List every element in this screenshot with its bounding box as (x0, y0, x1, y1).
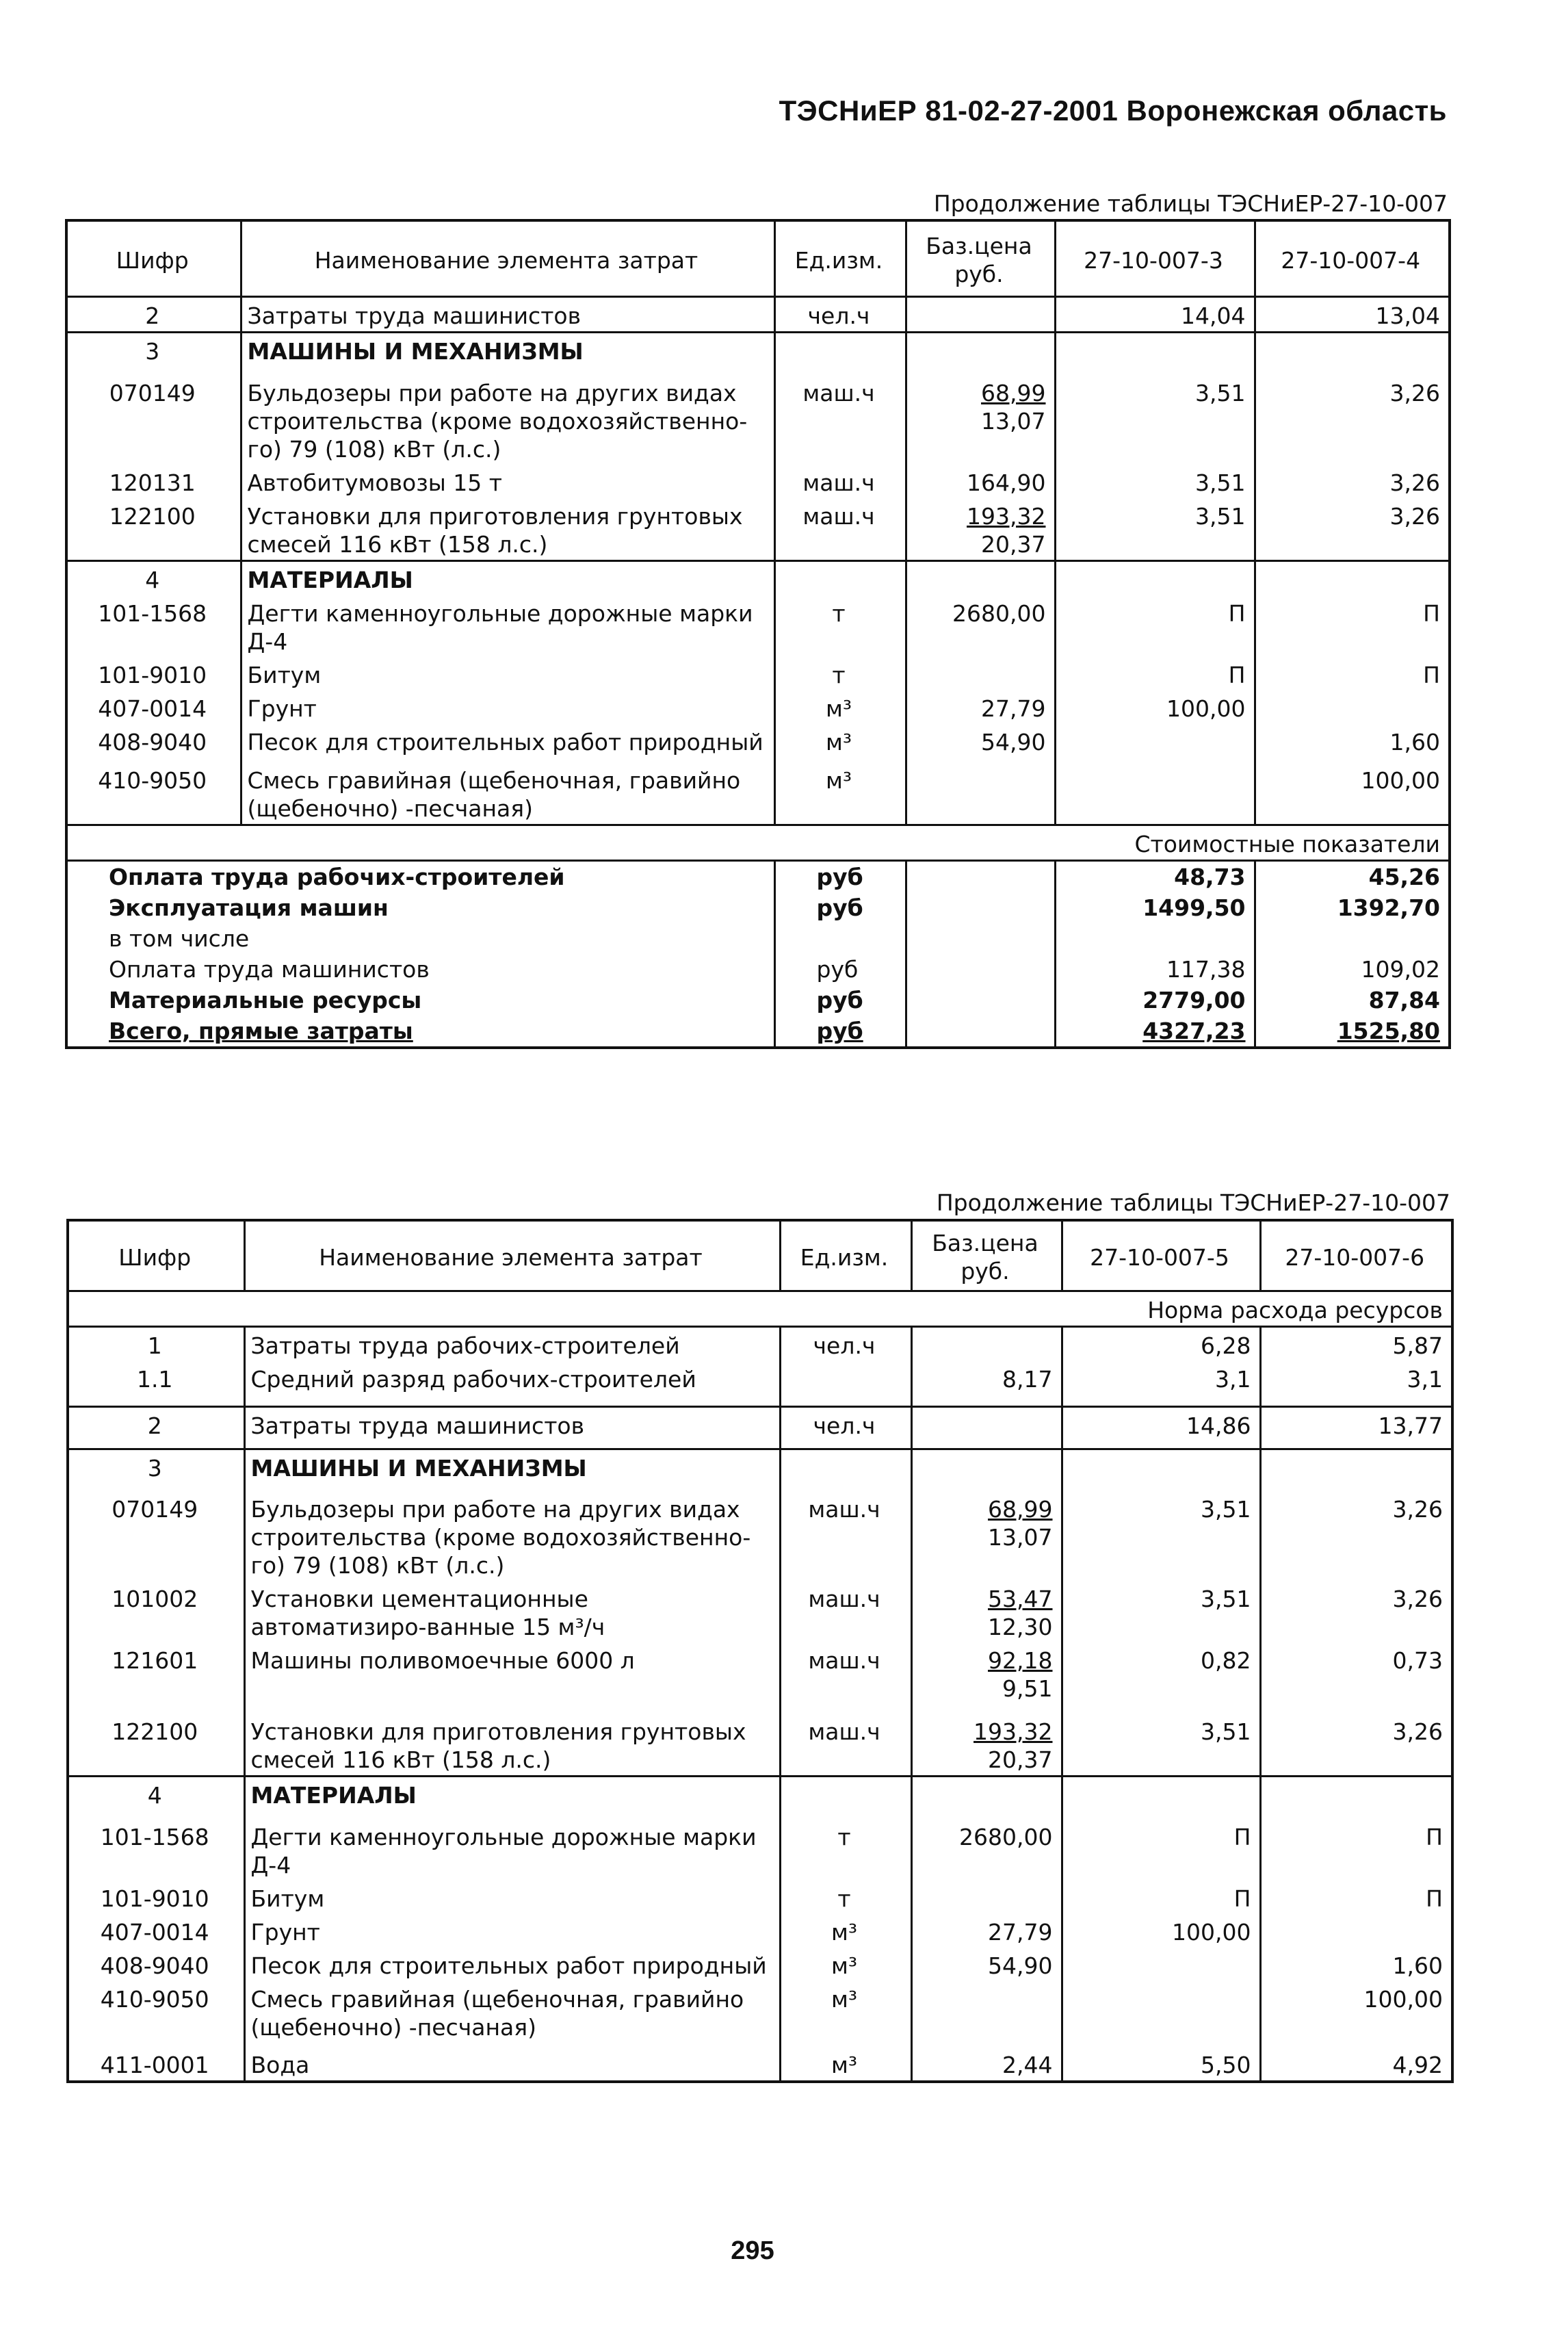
table2 (66, 1219, 1454, 2083)
row-unit: маш.ч (774, 465, 906, 498)
row-code: 2 (68, 1406, 244, 1449)
row-code: 3 (66, 333, 241, 375)
summary-price-empty (906, 985, 1055, 1016)
row-value-1 (1055, 560, 1255, 595)
table1-band-row (66, 825, 1450, 860)
price-value: 68,99 (981, 379, 1046, 406)
column-header-code: Шифр (68, 1220, 244, 1291)
row-price (906, 724, 1055, 762)
row-name: Вода (244, 2047, 780, 2082)
row-value-1: 5,50 (1062, 2047, 1260, 2082)
row-unit: м³ (780, 1981, 911, 2047)
row-value-2: 0,73 (1260, 1642, 1452, 1714)
row-price (911, 1819, 1062, 1881)
summary-price-empty (906, 923, 1055, 954)
summary-value-1: 117,38 (1055, 954, 1255, 985)
column-header-norm-4: 27-10-007-4 (1255, 220, 1450, 297)
summary-row (66, 923, 1450, 954)
price-machinist-wage: 9,51 (1002, 1675, 1053, 1702)
row-value-1 (1055, 333, 1255, 375)
row-code: 101-1568 (68, 1819, 244, 1881)
table1-header-row (66, 220, 1450, 297)
row-name: Средний разряд рабочих-строителей (244, 1361, 780, 1406)
row-value-1 (1062, 1449, 1260, 1491)
row-unit: маш.ч (780, 1714, 911, 1777)
row-value-2: 13,04 (1255, 297, 1450, 333)
row-value-1: П (1055, 657, 1255, 690)
row-code: 101-1568 (66, 595, 241, 657)
table-row (66, 560, 1450, 595)
row-code: 101002 (68, 1581, 244, 1642)
row-unit: маш.ч (780, 1581, 911, 1642)
row-name: Грунт (241, 690, 774, 724)
price-value: 54,90 (988, 1952, 1053, 1979)
summary-unit: руб (774, 954, 906, 985)
row-name: Бульдозеры при работе на других видах строительства (кроме водохозяйственно-го) 79 (108) кВт (л.с.) (241, 375, 774, 465)
row-price (906, 595, 1055, 657)
row-price (911, 1581, 1062, 1642)
row-code: 121601 (68, 1642, 244, 1714)
row-value-1: 100,00 (1055, 690, 1255, 724)
row-value-2 (1260, 1914, 1452, 1948)
table-row (68, 1981, 1452, 2047)
column-header-name: Наименование элемента затрат (241, 220, 774, 297)
row-value-1 (1055, 724, 1255, 762)
row-code: 1 (68, 1327, 244, 1362)
row-price (911, 1491, 1062, 1581)
summary-label: Всего, прямые затраты (66, 1016, 774, 1048)
row-name: Машины поливомоечные 6000 л (244, 1642, 780, 1714)
row-price (911, 1981, 1062, 2047)
row-value-1: 3,51 (1062, 1714, 1260, 1777)
row-unit: м³ (780, 1914, 911, 1948)
row-value-1 (1062, 1981, 1260, 2047)
row-code: 070149 (68, 1491, 244, 1581)
row-name: Установки цементационные автоматизиро-ванные 15 м³/ч (244, 1581, 780, 1642)
summary-value-2: 45,26 (1255, 860, 1450, 892)
row-value-1 (1062, 1777, 1260, 1819)
summary-unit: руб (774, 892, 906, 923)
row-unit: м³ (774, 690, 906, 724)
table1-continuation-caption: Продолжение таблицы ТЭСНиЕР-27-10-007 (933, 190, 1448, 217)
price-machinist-wage: 13,07 (981, 407, 1046, 435)
row-unit: т (774, 595, 906, 657)
row-code: 408-9040 (66, 724, 241, 762)
table-row (66, 762, 1450, 825)
price-value: 193,32 (974, 1718, 1053, 1745)
row-unit (780, 1449, 911, 1491)
price-value: 164,90 (967, 469, 1046, 496)
row-value-2: П (1260, 1819, 1452, 1881)
price-value: 54,90 (981, 728, 1046, 756)
summary-value-2: 1525,80 (1255, 1016, 1450, 1048)
summary-value-1: 48,73 (1055, 860, 1255, 892)
table-row (68, 1581, 1452, 1642)
column-header-unit: Ед.изм. (774, 220, 906, 297)
price-machinist-wage: 20,37 (981, 530, 1046, 558)
row-code: 411-0001 (68, 2047, 244, 2082)
row-unit (780, 1777, 911, 1819)
table2-header-row (68, 1220, 1452, 1291)
table-row (66, 657, 1450, 690)
row-unit: маш.ч (780, 1491, 911, 1581)
summary-row (66, 954, 1450, 985)
row-price (911, 1714, 1062, 1777)
row-unit: м³ (774, 724, 906, 762)
row-name: МАТЕРИАЛЫ (241, 560, 774, 595)
row-value-2: 3,1 (1260, 1361, 1452, 1406)
table-row (66, 297, 1450, 333)
row-unit: м³ (780, 2047, 911, 2082)
price-value: 193,32 (967, 502, 1046, 530)
row-price (906, 498, 1055, 561)
row-value-2 (1255, 560, 1450, 595)
summary-label: в том числе (66, 923, 774, 954)
row-price (911, 1948, 1062, 1981)
row-price (906, 762, 1055, 825)
row-unit: маш.ч (780, 1642, 911, 1714)
summary-label: Эксплуатация машин (66, 892, 774, 923)
row-price (906, 333, 1055, 375)
row-value-2: 3,26 (1255, 375, 1450, 465)
row-unit: т (780, 1819, 911, 1881)
row-code: 101-9010 (68, 1881, 244, 1914)
row-value-1: 14,04 (1055, 297, 1255, 333)
row-value-1: 6,28 (1062, 1327, 1260, 1362)
row-price (911, 2047, 1062, 2082)
row-unit: маш.ч (774, 375, 906, 465)
row-code: 4 (66, 560, 241, 595)
row-value-1: П (1062, 1881, 1260, 1914)
row-unit: т (780, 1881, 911, 1914)
row-value-2: 4,92 (1260, 2047, 1452, 2082)
row-name: Бульдозеры при работе на других видах строительства (кроме водохозяйственно-го) 79 (108) кВт (л.с.) (244, 1491, 780, 1581)
row-code: 407-0014 (66, 690, 241, 724)
row-value-1: 3,51 (1055, 465, 1255, 498)
price-machinist-wage: 20,37 (988, 1746, 1053, 1773)
row-name: МАШИНЫ И МЕХАНИЗМЫ (241, 333, 774, 375)
row-price (906, 375, 1055, 465)
table-row (66, 690, 1450, 724)
band-cost-indicators: Стоимостные показатели (66, 825, 1450, 860)
page-number: 295 (731, 2236, 774, 2265)
price-value: 68,99 (988, 1496, 1053, 1523)
summary-unit: руб (774, 1016, 906, 1048)
row-price (906, 657, 1055, 690)
row-unit: чел.ч (774, 297, 906, 333)
row-value-2: 13,77 (1260, 1406, 1452, 1449)
table-row (66, 498, 1450, 561)
row-price (911, 1361, 1062, 1406)
row-price (911, 1449, 1062, 1491)
table-row (66, 375, 1450, 465)
row-value-1 (1062, 1948, 1260, 1981)
summary-value-2: 1392,70 (1255, 892, 1450, 923)
row-name: Песок для строительных работ природный (244, 1948, 780, 1981)
row-value-2: 3,26 (1255, 465, 1450, 498)
summary-price-empty (906, 954, 1055, 985)
row-name: Смесь гравийная (щебеночная, гравийно (щебеночно) -песчаная) (244, 1981, 780, 2047)
table-row (68, 1948, 1452, 1981)
row-code: 120131 (66, 465, 241, 498)
price-value: 53,47 (988, 1586, 1053, 1612)
table-row (68, 1777, 1452, 1819)
column-header-norm-6: 27-10-007-6 (1260, 1220, 1452, 1291)
column-header-unit: Ед.изм. (780, 1220, 911, 1291)
row-value-1: 3,1 (1062, 1361, 1260, 1406)
summary-unit: руб (774, 860, 906, 892)
table-row (68, 1819, 1452, 1881)
row-value-1: 3,51 (1062, 1581, 1260, 1642)
row-code: 2 (66, 297, 241, 333)
row-unit: м³ (774, 762, 906, 825)
row-unit (774, 333, 906, 375)
row-name: Грунт (244, 1914, 780, 1948)
row-unit: т (774, 657, 906, 690)
row-code: 3 (68, 1449, 244, 1491)
page-header: ТЭСНиЕР 81-02-27-2001 Воронежская область (779, 94, 1447, 127)
price-value: 8,17 (1002, 1366, 1053, 1393)
row-unit: маш.ч (774, 498, 906, 561)
table-row (68, 1914, 1452, 1948)
band-resource-norms: Норма расхода ресурсов (68, 1291, 1452, 1327)
table-row (68, 1881, 1452, 1914)
row-value-2 (1260, 1449, 1452, 1491)
row-value-1: 3,51 (1055, 498, 1255, 561)
row-code: 070149 (66, 375, 241, 465)
row-value-2: 3,26 (1255, 498, 1450, 561)
table-row (68, 1361, 1452, 1406)
table-row (66, 724, 1450, 762)
summary-value-2: 87,84 (1255, 985, 1450, 1016)
row-price (911, 1914, 1062, 1948)
row-value-1: 3,51 (1055, 375, 1255, 465)
table1 (65, 219, 1451, 1049)
summary-label: Материальные ресурсы (66, 985, 774, 1016)
row-name: Автобитумовозы 15 т (241, 465, 774, 498)
price-value: 92,18 (988, 1647, 1053, 1674)
summary-value-1 (1055, 923, 1255, 954)
table-row (68, 2047, 1452, 2082)
row-unit (774, 560, 906, 595)
row-value-2: 100,00 (1260, 1981, 1452, 2047)
row-unit (780, 1361, 911, 1406)
row-value-2 (1255, 690, 1450, 724)
column-header-norm-5: 27-10-007-5 (1062, 1220, 1260, 1291)
summary-label: Оплата труда машинистов (66, 954, 774, 985)
row-value-2: 5,87 (1260, 1327, 1452, 1362)
column-header-price: Баз.цена руб. (911, 1220, 1062, 1291)
row-code: 1.1 (68, 1361, 244, 1406)
summary-price-empty (906, 1016, 1055, 1048)
summary-value-2: 109,02 (1255, 954, 1450, 985)
price-machinist-wage: 13,07 (988, 1524, 1053, 1551)
row-value-2: П (1255, 657, 1450, 690)
row-value-1: 14,86 (1062, 1406, 1260, 1449)
row-value-2 (1260, 1777, 1452, 1819)
row-price (911, 1406, 1062, 1449)
row-value-2 (1255, 333, 1450, 375)
row-name: Битум (244, 1881, 780, 1914)
row-value-1 (1055, 762, 1255, 825)
price-value: 27,79 (988, 1918, 1053, 1946)
row-value-2: 3,26 (1260, 1714, 1452, 1777)
row-value-2: 1,60 (1255, 724, 1450, 762)
row-value-2: П (1255, 595, 1450, 657)
row-name: Песок для строительных работ природный (241, 724, 774, 762)
row-name: МАТЕРИАЛЫ (244, 1777, 780, 1819)
row-value-2: 100,00 (1255, 762, 1450, 825)
row-value-2: 1,60 (1260, 1948, 1452, 1981)
summary-value-2 (1255, 923, 1450, 954)
price-value: 2,44 (1002, 2051, 1053, 2078)
row-code: 122100 (68, 1714, 244, 1777)
price-value: 2680,00 (952, 599, 1046, 627)
price-machinist-wage: 12,30 (988, 1614, 1053, 1640)
row-name: Битум (241, 657, 774, 690)
summary-row (66, 892, 1450, 923)
table-row (66, 333, 1450, 375)
table-row (66, 465, 1450, 498)
table-row (68, 1327, 1452, 1362)
price-value: 27,79 (981, 695, 1046, 722)
row-price (911, 1327, 1062, 1362)
row-code: 408-9040 (68, 1948, 244, 1981)
row-value-2: П (1260, 1881, 1452, 1914)
row-code: 122100 (66, 498, 241, 561)
table-row (68, 1406, 1452, 1449)
row-unit: чел.ч (780, 1406, 911, 1449)
row-price (911, 1777, 1062, 1819)
column-header-code: Шифр (66, 220, 241, 297)
row-value-2: 3,26 (1260, 1581, 1452, 1642)
summary-value-1: 2779,00 (1055, 985, 1255, 1016)
row-name: Дегти каменноугольные дорожные марки Д-4 (241, 595, 774, 657)
row-unit: м³ (780, 1948, 911, 1981)
row-price (906, 560, 1055, 595)
row-code: 101-9010 (66, 657, 241, 690)
row-name: Смесь гравийная (щебеночная, гравийно (щебеночно) -песчаная) (241, 762, 774, 825)
summary-value-1: 1499,50 (1055, 892, 1255, 923)
row-code: 407-0014 (68, 1914, 244, 1948)
row-value-1: 3,51 (1062, 1491, 1260, 1581)
row-name: Дегти каменноугольные дорожные марки Д-4 (244, 1819, 780, 1881)
table-row (66, 595, 1450, 657)
row-price (906, 690, 1055, 724)
row-unit: чел.ч (780, 1327, 911, 1362)
row-name: Установки для приготовления грунтовых смесей 116 кВт (158 л.с.) (241, 498, 774, 561)
row-price (906, 465, 1055, 498)
column-header-name: Наименование элемента затрат (244, 1220, 780, 1291)
table-row (68, 1449, 1452, 1491)
price-value: 2680,00 (959, 1823, 1053, 1850)
column-header-norm-3: 27-10-007-3 (1055, 220, 1255, 297)
summary-row (66, 860, 1450, 892)
summary-row (66, 985, 1450, 1016)
row-value-1: П (1062, 1819, 1260, 1881)
summary-unit: руб (774, 985, 906, 1016)
row-value-1: 0,82 (1062, 1642, 1260, 1714)
row-price (906, 297, 1055, 333)
row-code: 410-9050 (66, 762, 241, 825)
summary-price-empty (906, 860, 1055, 892)
row-value-2: 3,26 (1260, 1491, 1452, 1581)
row-price (911, 1881, 1062, 1914)
row-name: МАШИНЫ И МЕХАНИЗМЫ (244, 1449, 780, 1491)
row-name: Установки для приготовления грунтовых смесей 116 кВт (158 л.с.) (244, 1714, 780, 1777)
row-name: Затраты труда рабочих-строителей (244, 1327, 780, 1362)
table-row (68, 1714, 1452, 1777)
summary-value-1: 4327,23 (1055, 1016, 1255, 1048)
summary-unit (774, 923, 906, 954)
table-row (68, 1491, 1452, 1581)
row-name: Затраты труда машинистов (241, 297, 774, 333)
row-value-1: П (1055, 595, 1255, 657)
summary-price-empty (906, 892, 1055, 923)
table2-band-row (68, 1291, 1452, 1327)
summary-label: Оплата труда рабочих-строителей (66, 860, 774, 892)
column-header-price: Баз.цена руб. (906, 220, 1055, 297)
table2-continuation-caption: Продолжение таблицы ТЭСНиЕР-27-10-007 (936, 1189, 1450, 1216)
table-row (68, 1642, 1452, 1714)
row-name: Затраты труда машинистов (244, 1406, 780, 1449)
row-code: 4 (68, 1777, 244, 1819)
row-code: 410-9050 (68, 1981, 244, 2047)
row-price (911, 1642, 1062, 1714)
summary-row (66, 1016, 1450, 1048)
row-value-1: 100,00 (1062, 1914, 1260, 1948)
